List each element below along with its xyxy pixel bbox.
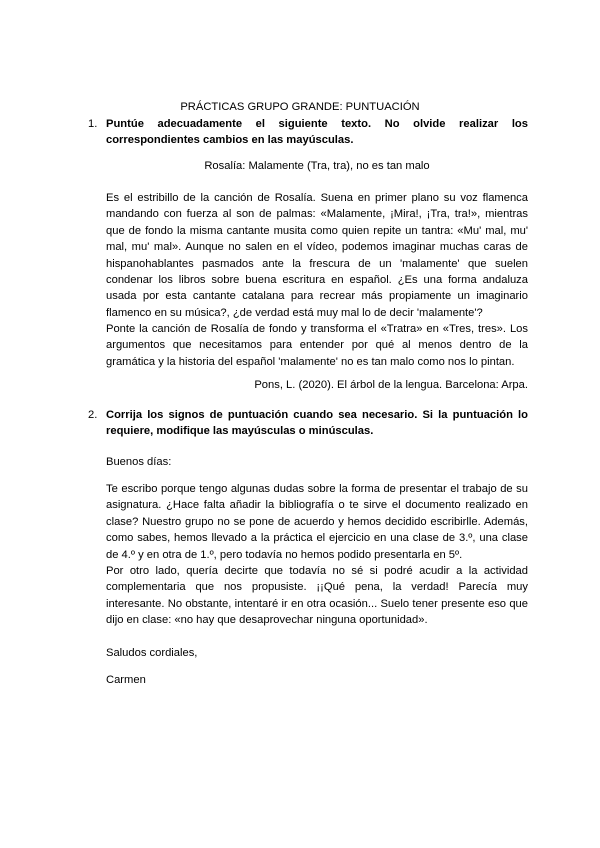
letter-paragraph-1: Te escribo porque tengo algunas dudas sobre la forma de presentar el trabajo de su asignatura. ¿Hace falta añadir la bibliografía o te sirve el documento realizado en clase? Nuestro grupo no se pone de acuerdo y hemos decidido escribirlle. Además, como sabes, hemos llevado a la práctica el ejercicio en una clase de 3.º, una clase de 4.º y en otra de 1.º, pero todavía no hemos podido presentarla en 5º. (106, 483, 528, 561)
letter-greeting: Buenos días: (106, 456, 172, 468)
citation: Pons, L. (2020). El árbol de la lengua. Barcelona: Arpa. (254, 379, 528, 391)
letter-signature: Carmen (106, 674, 146, 686)
exercise-1-instruction (88, 116, 528, 149)
exercise-1-paragraph-1: Es el estribillo de la canción de Rosalía. Suena en primer plano su voz flamenca mandando con fuerza al son de palmas: «Malamente, ¡Mira!, ¡Tra, tra!», mientras que de fondo la misma cantante musita como quien repite un tantra: «Mu' mal, mu' mal, mu' mal». Aunque no salen en el vídeo, podemos imaginar muchas caras de hispanohablantes pasmados ante la frescura de un 'malamente' que suelen condenar los libros sobre buena escritura en español. ¿Es una forma andaluza usada por esta cantante catalana para recrear más propiamente un imaginario flamenco en su música?, ¿de verdad está muy mal lo de decir 'malamente'? (106, 192, 528, 319)
letter-closing: Saludos cordiales, (106, 647, 198, 659)
exercise-2-instruction (88, 407, 528, 440)
exercise-2-instruction-text: Corrija los signos de puntuación cuando sea necesario. Si la puntuación lo requiere, modifique las mayúsculas o minúsculas. (106, 409, 528, 438)
exercise-1-paragraph-2: Ponte la canción de Rosalía de fondo y transforma el «Tratra» en «Tres, tres». Los argumentos que necesitamos para entender por qué al menos dentro de la gramática y la historia del español 'malamente' no es tan malo como nos lo pintan. (106, 323, 528, 368)
exercise-1-instruction-text: Puntúe adecuadamente el siguiente texto. No olvide realizar los correspondientes cambios en las mayúsculas. (106, 118, 528, 147)
page-title: PRÁCTICAS GRUPO GRANDE: PUNTUACIÓN (180, 101, 420, 113)
exercise-2-number: 2. (88, 409, 98, 421)
text-title: Rosalía: Malamente (Tra, tra), no es tan malo (204, 160, 430, 172)
letter-paragraph-2: Por otro lado, quería decirte que todavía no sé si podré acudir a la actividad complementaria que nos propusiste. ¡¡Qué pena, la verdad! Parecía muy interesante. No obstante, intentaré ir en otra ocasión... Suelo tener presente eso que dijo en clase: «no hay que desaprovechar ninguna oportunidad». (106, 565, 528, 627)
exercise-1-number: 1. (88, 118, 98, 130)
